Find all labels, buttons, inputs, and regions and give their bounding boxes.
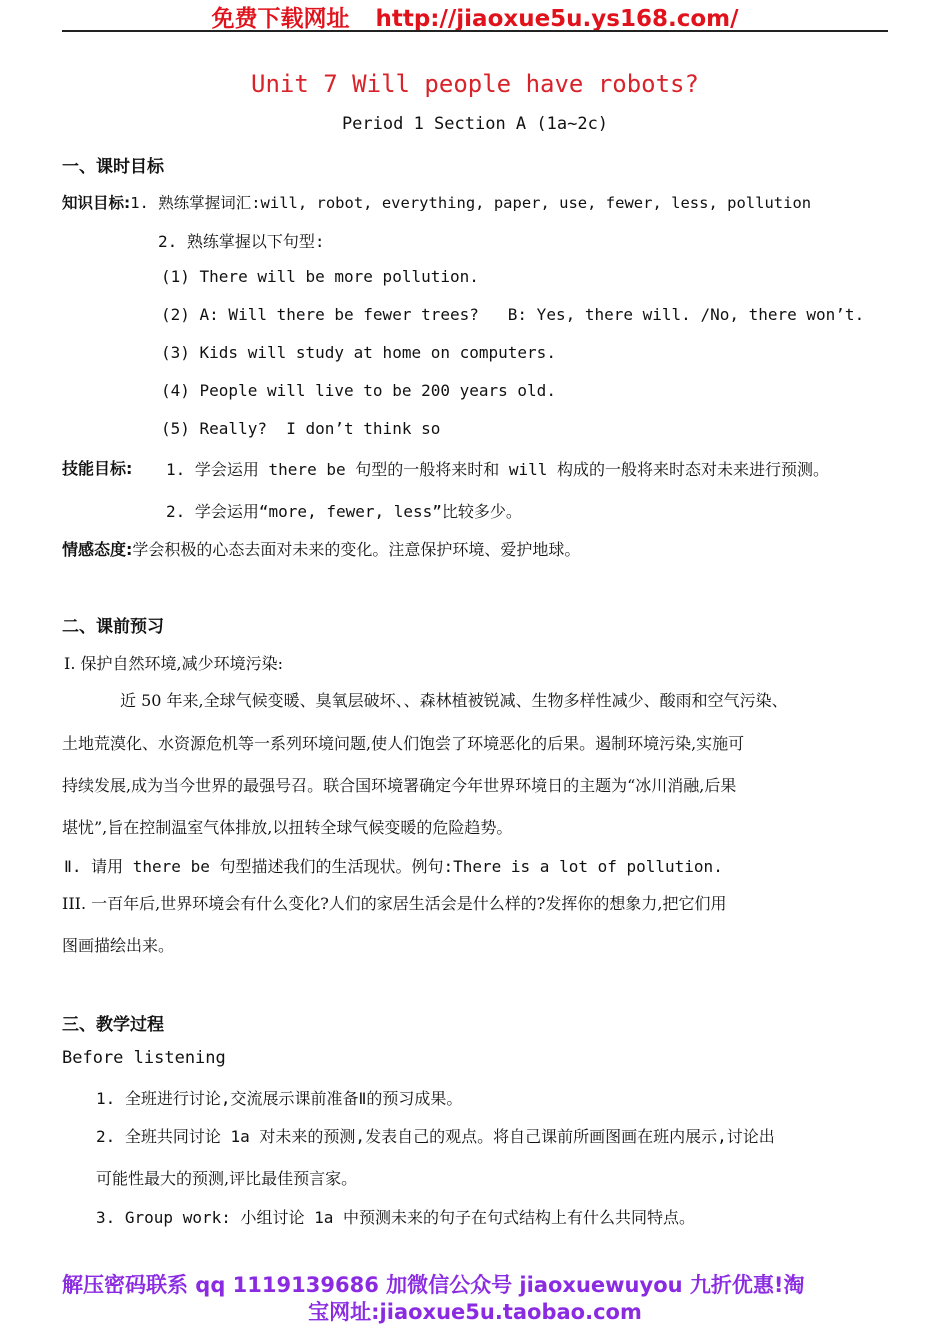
document-subtitle: Period 1 Section A (1a~2c): [341, 114, 609, 134]
banner-label: 免费下载网址: [211, 6, 350, 32]
knowledge-goal-item2: 2. 熟练掌握以下句型:: [158, 232, 325, 251]
footer-promo-line2[interactable]: 宝网址:jiaoxue5u.taobao.com: [308, 1300, 642, 1324]
preview-item3-line2: 图画描绘出来。: [62, 936, 175, 955]
process-step1: 1. 全班进行讨论,交流展示课前准备Ⅱ的预习成果。: [96, 1089, 463, 1108]
attitude-goal-text: 学会积极的心态去面对未来的变化。注意保护环境、爱护地球。: [132, 540, 581, 559]
section2-heading: 二、课前预习: [62, 617, 164, 637]
paragraph-line: 土地荒漠化、水资源危机等一系列环境问题,使人们饱尝了环境恶化的后果。遏制环境污染,实施可: [62, 734, 745, 753]
knowledge-goal-item1: 1. 熟练掌握词汇:will, robot, everything, paper, use, fewer, less, pollution: [130, 194, 812, 212]
paragraph-line: 持续发展,成为当今世界的最强号召。联合国环境署确定今年世界环境日的主题为“冰川消融,后果: [62, 776, 737, 795]
attitude-goal-label: 情感态度:: [62, 540, 133, 559]
footer-promo-line1: 解压密码联系 qq 1119139686 加微信公众号 jiaoxuewuyou 九折优惠!淘: [62, 1273, 805, 1297]
section3-heading: 三、教学过程: [62, 1015, 164, 1035]
skill-goal-label: 技能目标:: [62, 459, 133, 478]
sentence-item: (3) Kids will study at home on computers.: [161, 343, 556, 362]
banner-url-link[interactable]: http://jiaoxue5u.ys168.com/: [375, 6, 739, 32]
sentence-item: (5) Really? I don’t think so: [161, 419, 441, 438]
skill-goal-item1: 1. 学会运用 there be 句型的一般将来时和 will 构成的一般将来时态对未来进行预测。: [166, 460, 830, 479]
skill-goal-row: [62, 456, 132, 479]
knowledge-goal-row: [62, 191, 811, 213]
header-banner: [0, 0, 950, 33]
paragraph-line: 近 50 年来,全球气候变暖、臭氧层破坏、、森林植被锐减、生物多样性减少、酸雨和空气污染、: [120, 691, 788, 710]
process-step2-line2: 可能性最大的预测,评比最佳预言家。: [96, 1169, 358, 1188]
process-step2-line1: 2. 全班共同讨论 1a 对未来的预测,发表自己的观点。将自己课前所画图画在班内展示,讨论出: [96, 1127, 775, 1146]
section1-heading: 一、课时目标: [62, 157, 164, 177]
sentence-item: (2) A: Will there be fewer trees? B: Yes, there will. /No, there won’t.: [161, 305, 865, 324]
document-title: Unit 7 Will people have robots?: [251, 70, 699, 98]
attitude-goal-row: [62, 537, 580, 560]
sentence-item: (4) People will live to be 200 years old.: [161, 381, 556, 400]
preview-item2: Ⅱ. 请用 there be 句型描述我们的生活现状。例句:There is a lot of pollution.: [64, 857, 723, 876]
header-divider: [62, 30, 888, 32]
knowledge-goal-label: 知识目标:: [62, 194, 131, 212]
process-step3: 3. Group work: 小组讨论 1a 中预测未来的句子在句式结构上有什么共同特点。: [96, 1208, 696, 1227]
paragraph-line: 堪忧”,旨在控制温室气体排放,以扭转全球气候变暖的危险趋势。: [62, 818, 513, 837]
preview-item3-line1: III. 一百年后,世界环境会有什么变化?人们的家居生活会是什么样的?发挥你的想象力,把它们用: [62, 894, 727, 913]
preview-item1: Ⅰ. 保护自然环境,减少环境污染:: [64, 654, 283, 673]
before-listening-heading: Before listening: [62, 1048, 226, 1068]
skill-goal-item2: 2. 学会运用“more, fewer, less”比较多少。: [166, 502, 522, 521]
sentence-item: (1) There will be more pollution.: [161, 267, 479, 286]
